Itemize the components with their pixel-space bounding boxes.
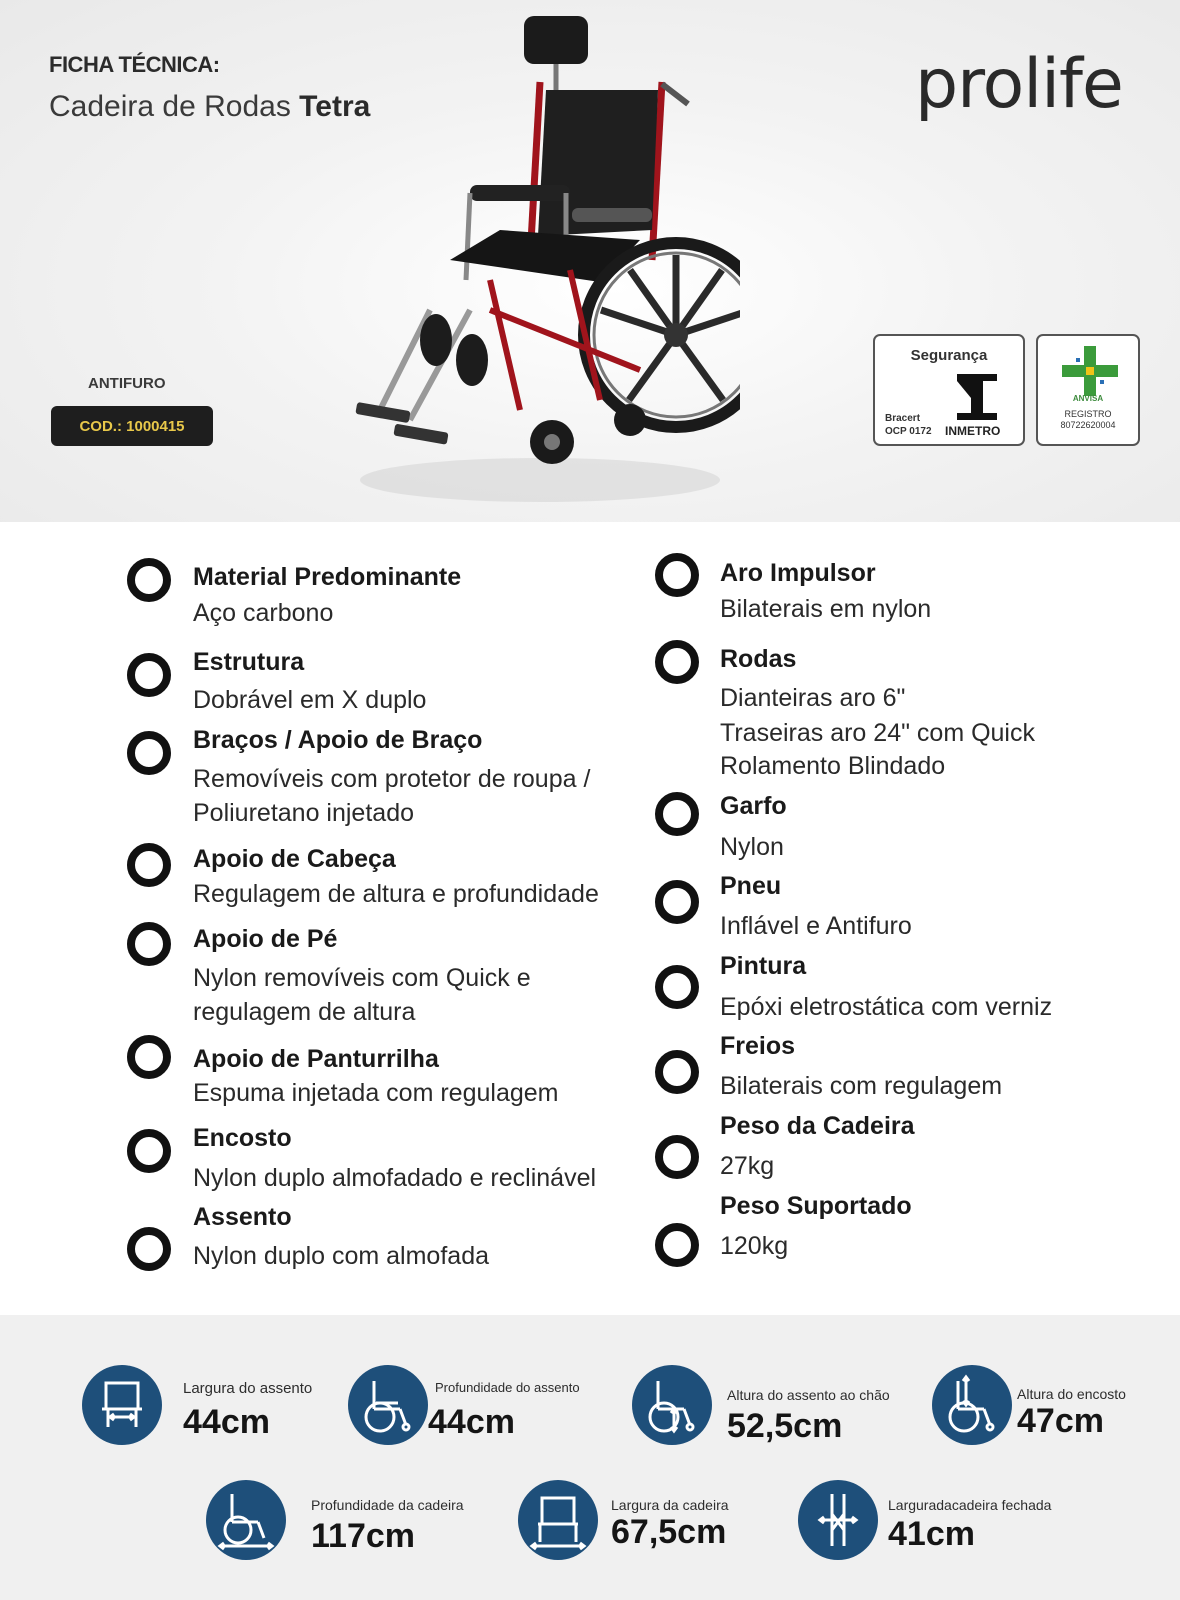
spec-value: Dianteiras aro 6": [720, 684, 906, 712]
bullet-ring-icon: [127, 558, 171, 602]
bullet-ring-icon: [127, 1227, 171, 1271]
hero-section: [0, 0, 1180, 522]
spec-value: Nylon duplo com almofada: [193, 1242, 489, 1270]
spec-label: Peso Suportado: [720, 1192, 912, 1220]
spec-label: Garfo: [720, 792, 787, 820]
spec-label: Freios: [720, 1032, 796, 1060]
inmetro-cert-name: Bracert: [885, 413, 921, 424]
product-title-prefix: Cadeira de Rodas: [49, 90, 291, 123]
bullet-ring-icon: [655, 1135, 699, 1179]
spec-label: Estrutura: [193, 648, 305, 676]
dimension-value: 52,5cm: [727, 1407, 843, 1445]
spec-value: Nylon removíveis com Quick e: [193, 964, 531, 992]
dimension-value: 44cm: [183, 1403, 270, 1441]
spec-value: Poliuretano injetado: [193, 799, 414, 827]
spec-label: Pintura: [720, 952, 807, 980]
product-code-badge: COD.: 1000415: [51, 406, 213, 446]
spec-value: Bilaterais com regulagem: [720, 1072, 1003, 1100]
spec-value: 120kg: [720, 1232, 789, 1260]
spec-value: Espuma injetada com regulagem: [193, 1079, 559, 1107]
spec-value: Dobrável em X duplo: [193, 686, 427, 714]
spec-value: Inflável e Antifuro: [720, 912, 912, 940]
bullet-ring-icon: [127, 1035, 171, 1079]
bullet-ring-icon: [127, 1129, 171, 1173]
bullet-ring-icon: [655, 1223, 699, 1267]
spec-label: Peso da Cadeira: [720, 1112, 915, 1140]
inmetro-seal: [873, 334, 1025, 446]
bullet-ring-icon: [655, 792, 699, 836]
spec-label: Braços / Apoio de Braço: [193, 726, 483, 754]
wheelchair-side-icon: [932, 1365, 1012, 1445]
wheelchair-folded-icon: [798, 1480, 878, 1560]
spec-value: Regulagem de altura e profundidade: [193, 880, 599, 908]
bullet-ring-icon: [127, 843, 171, 887]
anvisa-reg-title: REGISTRO: [1064, 409, 1112, 419]
inmetro-seal-title: Segurança: [910, 347, 988, 364]
spec-label: Rodas: [720, 645, 797, 673]
dimension-value: 67,5cm: [611, 1513, 727, 1551]
spec-value: Rolamento Blindado: [720, 752, 946, 780]
spec-label: Assento: [193, 1203, 292, 1231]
inmetro-cert-ocp: OCP 0172: [885, 426, 932, 437]
spec-value: Bilaterais em nylon: [720, 595, 932, 623]
product-title: [49, 90, 370, 124]
bullet-ring-icon: [655, 880, 699, 924]
spec-value: Nylon duplo almofadado e reclinável: [193, 1164, 597, 1192]
bullet-ring-icon: [655, 965, 699, 1009]
wheelchair-side-icon: [348, 1365, 428, 1445]
anvisa-seal: [1036, 334, 1140, 446]
spec-label: Aro Impulsor: [720, 559, 876, 587]
dimension-label: Largura do assento: [183, 1380, 313, 1397]
spec-label: Apoio de Panturrilha: [193, 1045, 439, 1073]
dimension-value: 117cm: [311, 1517, 415, 1555]
wheelchair-side-icon: [632, 1365, 712, 1445]
sheet-kicker: FICHA TÉCNICA:: [49, 52, 220, 77]
spec-value: 27kg: [720, 1152, 775, 1180]
spec-value: Nylon: [720, 833, 784, 861]
spec-value: Epóxi eletrostática com verniz: [720, 993, 1053, 1021]
anvisa-registration: [1038, 409, 1138, 431]
spec-label: Pneu: [720, 872, 782, 900]
spec-value: regulagem de altura: [193, 998, 416, 1026]
bullet-ring-icon: [127, 731, 171, 775]
anvisa-cross-icon: [1062, 346, 1118, 396]
spec-label: Material Predominante: [193, 563, 462, 591]
spec-label: Encosto: [193, 1124, 292, 1152]
dimension-label: Larguradacadeira fechada: [888, 1497, 1052, 1513]
wheelchair-front-icon: [518, 1480, 598, 1560]
inmetro-cert-info: [885, 412, 932, 438]
wheelchair-front-icon: [82, 1365, 162, 1445]
dimension-label: Altura do encosto: [1017, 1386, 1126, 1402]
dimension-label: Largura da cadeira: [611, 1497, 729, 1513]
spec-label: Apoio de Cabeça: [193, 845, 396, 873]
bullet-ring-icon: [127, 922, 171, 966]
anvisa-reg-number: 80722620004: [1060, 420, 1116, 430]
wheelchair-side-icon: [206, 1480, 286, 1560]
inmetro-label: INMETRO: [945, 424, 1001, 438]
bullet-ring-icon: [655, 553, 699, 597]
spec-label: Apoio de Pé: [193, 925, 338, 953]
spec-value: Aço carbono: [193, 599, 334, 627]
spec-value: Traseiras aro 24" com Quick: [720, 719, 1035, 747]
bullet-ring-icon: [655, 1050, 699, 1094]
dimension-value: 44cm: [428, 1403, 515, 1441]
brand-logo: prolife: [915, 45, 1123, 124]
dimension-value: 47cm: [1017, 1402, 1104, 1440]
bullet-ring-icon: [127, 653, 171, 697]
inmetro-logo-icon: [955, 374, 999, 420]
wheelchair-photo: [340, 10, 740, 510]
spec-value: Removíveis com protetor de roupa /: [193, 765, 591, 793]
dimension-label: Profundidade da cadeira: [311, 1497, 464, 1513]
bullet-ring-icon: [655, 640, 699, 684]
antifuro-badge: ANTIFURO: [88, 375, 166, 392]
dimension-label: Altura do assento ao chão: [727, 1387, 890, 1403]
dimension-label: Profundidade do assento: [435, 1380, 580, 1395]
product-title-model: Tetra: [299, 90, 371, 123]
anvisa-label: ANVISA: [1072, 394, 1104, 403]
dimension-value: 41cm: [888, 1515, 975, 1553]
